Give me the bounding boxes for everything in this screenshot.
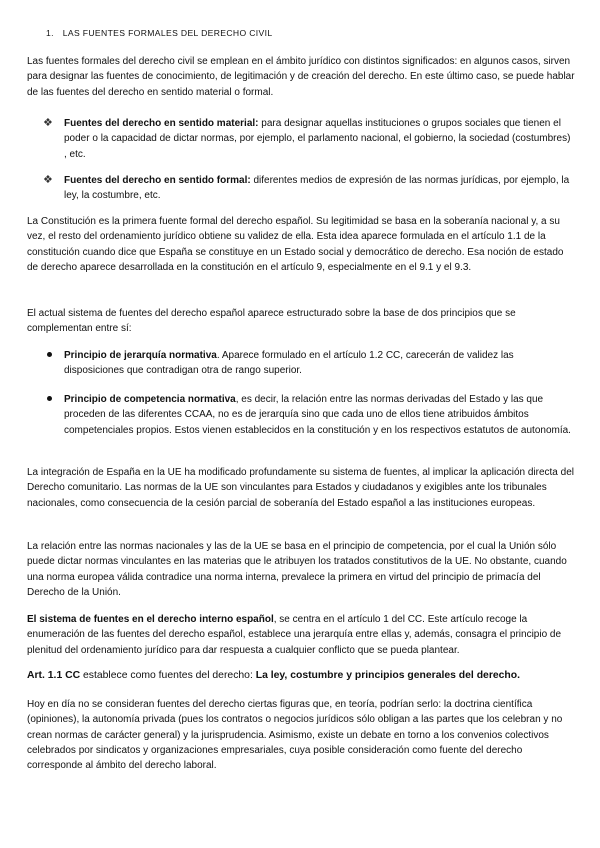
sense-item-material (43, 116, 573, 162)
sense-term: Fuentes del derecho en sentido material: (64, 118, 259, 129)
art11-text: establece como fuentes del derecho: (80, 670, 256, 681)
bullet-dot-icon (43, 392, 59, 407)
internal-system-text: , se centra en el artículo 1 del CC. Este artículo recoge la enumeración de las fuentes del derecho español, establece una jerarquía entre ellas y, además, consagra el principio de plenitud del ordenamiento jurídico para dar respuesta a cualquier conflicto que se pueda plantear. (27, 614, 562, 656)
art11-list: La ley, costumbre y principios generales del derecho. (255, 670, 521, 681)
sense-description: para designar aquellas instituciones o grupos sociales que tienen el poder o la capacidad de dictar normas, por ejemplo, el parlamento nacional, el gobierno, la sociedad (costumbres) , etc. (64, 118, 571, 160)
principle-description: . Aparece formulado en el artículo 1.2 CC, carecerán de validez las disposiciones que contradigan otra de rango superior. (64, 350, 514, 377)
sense-description: diferentes medios de expresión de las normas jurídicas, por ejemplo, la ley, la costumbre, etc. (64, 175, 570, 202)
art11-term: Art. 1.1 CC (27, 670, 81, 681)
constitution-paragraph: La Constitución es la primera fuente formal del derecho español. Su legitimidad se basa en la soberanía nacional y, a su vez, el resto del ordenamiento jurídico obtiene su validez de ella. Esta idea aparece formulada en el artículo 1.1 de la constitución cuando dice que España se constituye en un Estado social y democrático de derecho. Esa noción de estado de derecho aparece desarrollada en la constitución en el artículo 9, especialmente en el 9.1 y el 9.3. (27, 216, 564, 273)
internal-system-paragraph (27, 612, 575, 658)
closing-paragraph: Hoy en día no se consideran fuentes del derecho ciertas figuras que, en teoría, podrían serlo: la doctrina científica (opiniones), la autonomía privada (pues los contratos o negocios jurídicos sólo obligan a las partes que los celebran y no crean normas de carácter general) y la jurisprudencia. Asimismo, existe un debate en torno a los convenios colectivos celebrados por sindicatos y organizaciones empresariales, cuya posible consideración como fuente del derecho corresponde al ámbito del derecho laboral. (27, 699, 563, 772)
sense-item-text (64, 116, 573, 162)
bullet-dot-icon (43, 348, 59, 363)
art11-paragraph (27, 668, 575, 683)
principle-item-hierarchy (43, 348, 573, 379)
principle-description: , es decir, la relación entre las normas derivadas del Estado y las que proceden de las diferentes CCAA, no es de jerarquía sino que cada uno de ellos tiene atribuidos ámbitos competenciales propios. Estos vienen establecidos en la constitución y en los respectivos estatutos de autonomía. (64, 394, 571, 436)
principle-item-text (64, 348, 573, 379)
diamond-bullet-icon: ❖ (43, 174, 53, 186)
section-number: 1. (46, 28, 54, 38)
principle-item-text (64, 392, 573, 438)
section-title: LAS FUENTES FORMALES DEL DERECHO CIVIL (62, 28, 273, 38)
diamond-bullet-icon: ❖ (43, 117, 53, 129)
principle-item-competence (43, 392, 573, 438)
section-heading (46, 28, 272, 38)
system-intro-paragraph: El actual sistema de fuentes del derecho español aparece estructurado sobre la base de dos principios que se complementan entre sí: (27, 308, 516, 335)
principle-term: Principio de jerarquía normativa (64, 350, 217, 361)
principle-term: Principio de competencia normativa (64, 394, 236, 405)
internal-system-term: El sistema de fuentes en el derecho interno español (27, 614, 274, 625)
intro-paragraph: Las fuentes formales del derecho civil se emplean en el ámbito jurídico con distintos significados: en algunos casos, sirven para designar las fuentes de conocimiento, de legitimación y de creación del derecho. En este último caso, se puede hablar de las fuentes del derecho en sentido material o formal. (27, 56, 575, 98)
sense-item-text (64, 173, 573, 204)
eu-integration-paragraph: La integración de España en la UE ha modificado profundamente su sistema de fuentes, al implicar la aplicación directa del Derecho comunitario. Las normas de la UE son vinculantes para Estados y ciudadanos y exigibles ante los tribunales nacionales, como consecuencia de la cesión parcial de soberanía del Estado español a las instituciones europeas. (27, 467, 574, 509)
sense-term: Fuentes del derecho en sentido formal: (64, 175, 251, 186)
eu-relation-paragraph: La relación entre las normas nacionales y las de la UE se basa en el principio de competencia, por el cual la Unión sólo puede dictar normas vinculantes en las materias que le atribuyen los tratados constitutivos de la UE. No obstante, cuando una norma europea válida contradice una norma interna, prevalece la primera en virtud del principio de primacía del Derecho de la Unión. (27, 541, 567, 598)
sense-item-formal (43, 173, 573, 204)
